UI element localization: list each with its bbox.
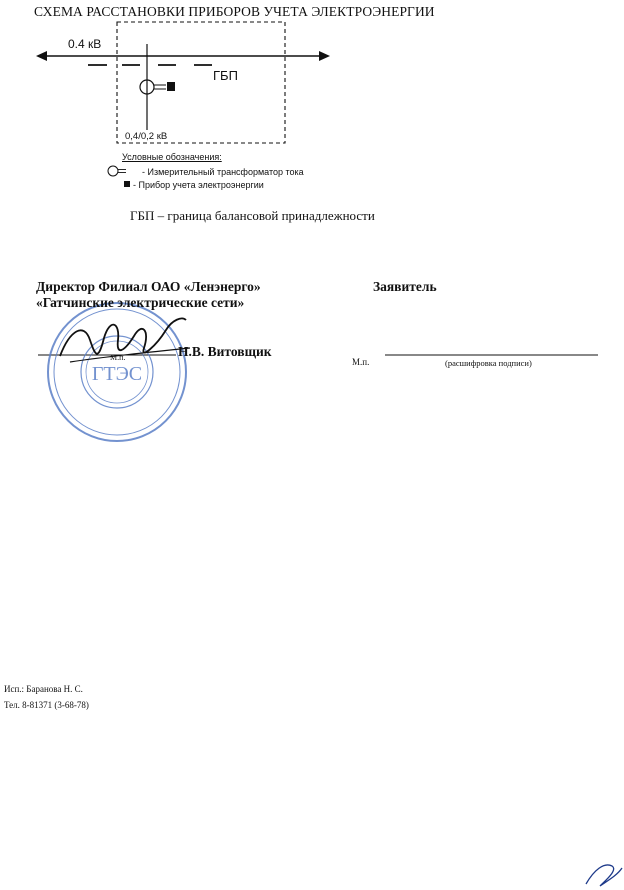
director-name: Н.В. Витовщик (178, 344, 272, 359)
legend-item-meter: - Прибор учета электроэнергии (133, 180, 264, 190)
stamp-center-text: ГТЭС (91, 363, 143, 385)
legend-title: Условные обозначения: (122, 152, 222, 162)
executor-phone: Тел. 8-81371 (3-68-78) (4, 700, 89, 710)
director-title-line2: «Гатчинские электрические сети» (36, 295, 245, 310)
boundary-label: ГБП (213, 68, 238, 83)
director-title-line1: Директор Филиал ОАО «Ленэнерго» (36, 279, 261, 294)
executor-info: Исп.: Баранова Н. С. (4, 684, 83, 694)
corner-signature (586, 865, 622, 886)
applicant-seal-place: М.п. (352, 357, 370, 367)
line-voltage-label: 0.4 кВ (68, 37, 102, 51)
legend-meter-icon (124, 181, 130, 187)
document-title: СХЕМА РАССТАНОВКИ ПРИБОРОВ УЧЕТА ЭЛЕКТРОЭНЕРГИИ (34, 4, 435, 19)
applicant-title: Заявитель (373, 279, 437, 294)
boundary-definition: ГБП – граница балансовой принадлежности (130, 208, 375, 223)
applicant-decipher-label: (расшифровка подписи) (445, 358, 532, 368)
director-seal-place: М.п. (110, 353, 126, 362)
transformer-voltage-label: 0,4/0,2 кВ (125, 131, 168, 142)
left-arrow-icon (36, 51, 47, 61)
right-arrow-icon (319, 51, 330, 61)
legend-item-current-transformer: - Измерительный трансформатор тока (142, 167, 304, 177)
legend-current-transformer-icon (108, 166, 118, 176)
company-stamp (48, 303, 186, 441)
meter-icon (167, 82, 175, 91)
